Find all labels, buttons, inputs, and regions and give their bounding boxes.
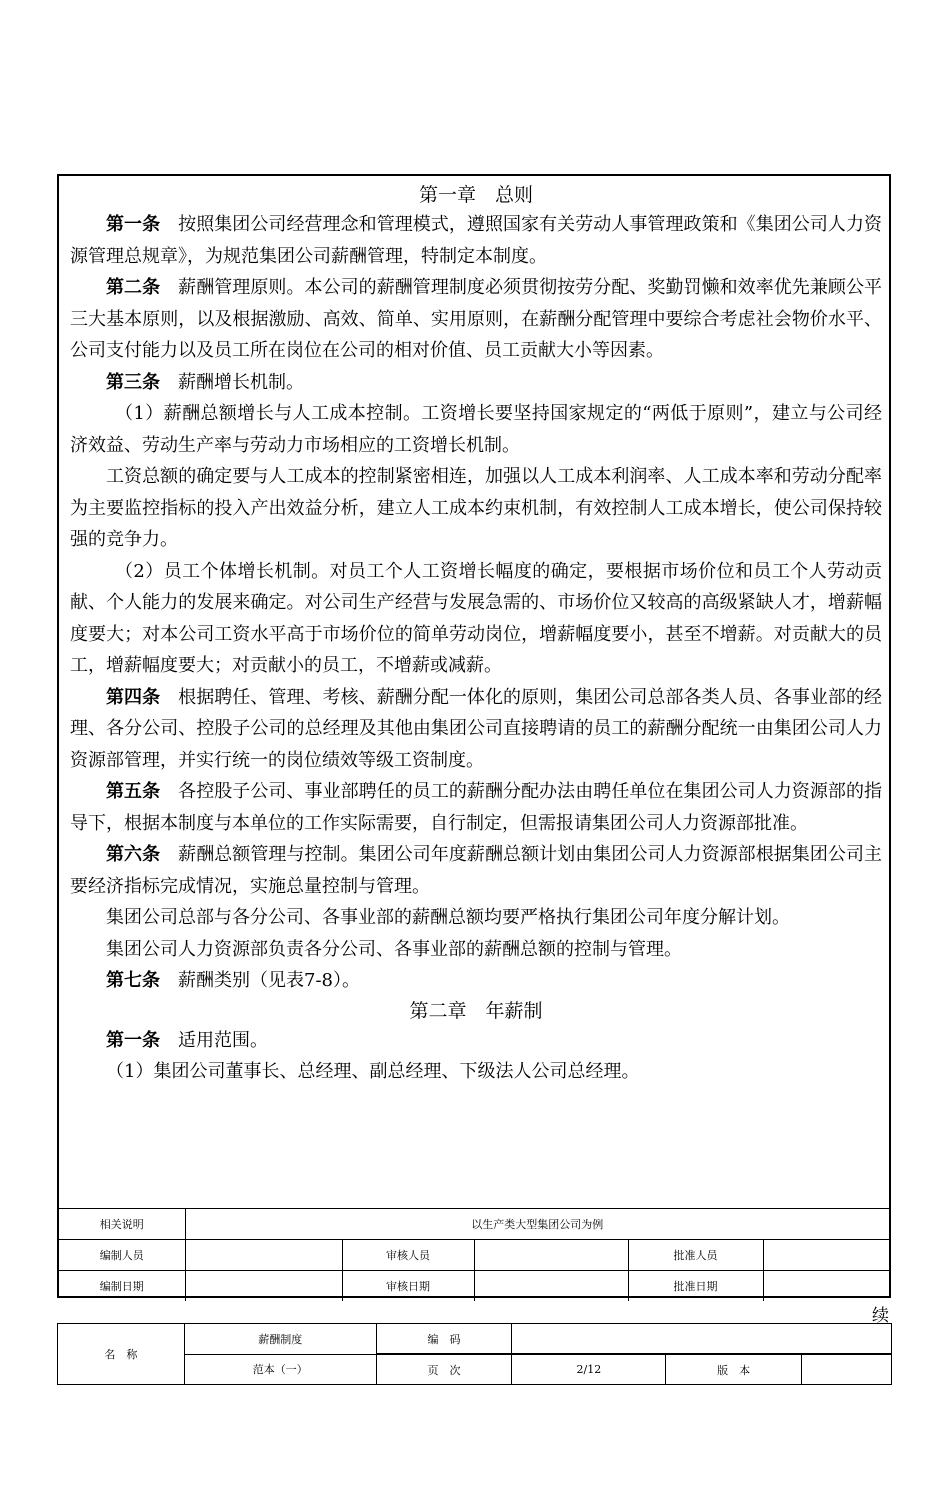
- article-label: 第一条: [106, 214, 161, 235]
- approve-date-label: 批准日期: [628, 1271, 763, 1302]
- paragraph: （1）集团公司董事长、总经理、副总经理、下级法人公司总经理。: [106, 1061, 640, 1082]
- reviewer-label: 审核人员: [342, 1240, 474, 1271]
- code-label: 编 码: [376, 1324, 512, 1355]
- article-4: [70, 682, 882, 777]
- article-label: 第二条: [106, 277, 161, 298]
- article-text: 薪酬管理原则。本公司的薪酬管理制度必须贯彻按劳分配、奖勤罚懒和效率优先兼顾公平三大基本原则，以及根据激励、高效、简单、实用原则，在薪酬分配管理中要综合考虑社会物价水平、公司支付能力以及员工所在岗位在公司的相对价值、员工贡献大小等因素。: [70, 277, 883, 361]
- continued-mark: 续: [872, 1306, 889, 1326]
- article-label: 第一条: [106, 1029, 160, 1051]
- article-label: 第三条: [106, 371, 160, 393]
- paragraph: 集团公司总部与各分公司、各事业部的薪酬总额均要严格执行集团公司年度分解计划。: [106, 907, 790, 928]
- related-notes-value: 以生产类大型集团公司为例: [185, 1209, 889, 1240]
- article-5: [70, 776, 882, 839]
- chapter-2-article-1: [70, 1025, 882, 1057]
- version-label: 版 本: [666, 1354, 802, 1385]
- article-text: 适用范围。: [178, 1029, 268, 1051]
- review-date-label: 审核日期: [342, 1271, 474, 1302]
- review-date-value: [474, 1271, 628, 1302]
- compile-date-value: [185, 1271, 342, 1302]
- code-value: [512, 1324, 892, 1355]
- compile-date-label: 编制日期: [59, 1271, 185, 1302]
- document-header-table: [57, 1323, 892, 1385]
- name-value-line-1: 薪酬制度: [184, 1324, 376, 1355]
- article-text: 薪酬类别（见表7-8）。: [178, 970, 360, 991]
- article-text: 各控股子公司、事业部聘任的员工的薪酬分配办法由聘任单位在集团公司人力资源部的指导下，根据本制度与本单位的工作实际需要，自行制定，但需报请集团公司人力资源部批准。: [70, 781, 883, 834]
- article-text: 薪酬总额管理与控制。集团公司年度薪酬总额计划由集团公司人力资源部根据集团公司主要经济指标完成情况，实施总量控制与管理。: [70, 844, 883, 897]
- compiler-value: [185, 1240, 342, 1271]
- approve-date-value: [763, 1271, 889, 1302]
- article-2: [70, 272, 882, 367]
- compiler-label: 编制人员: [59, 1240, 185, 1271]
- page-value: 2/12: [512, 1354, 666, 1385]
- chapter-1-title: 第一章 总则: [418, 184, 533, 206]
- paragraph: （2）员工个体增长机制。对员工个人工资增长幅度的确定，要根据市场价位和员工个人劳动贡献、个人能力的发展来确定。对公司生产经营与发展急需的、市场价位又较高的高级紧缺人才，增薪幅度要大；对本公司工资水平高于市场价位的简单劳动岗位，增薪幅度要小，甚至不增薪。对贡献大的员工，增薪幅度要大；对贡献小的员工，不增薪或减薪。: [70, 560, 882, 676]
- paragraph: 集团公司人力资源部负责各分公司、各事业部的薪酬总额的控制与管理。: [106, 938, 682, 960]
- name-value-line-2: 范本（一）: [184, 1354, 376, 1385]
- article-7: [70, 965, 882, 997]
- name-label: 名 称: [58, 1324, 185, 1385]
- article-1: [70, 209, 882, 272]
- paragraph: （1）薪酬总额增长与人工成本控制。工资增长要坚持国家规定的“两低于原则”，建立与公司经济效益、劳动生产率与劳动力市场相应的工资增长机制。: [70, 403, 882, 456]
- related-notes-label: 相关说明: [59, 1209, 185, 1240]
- article-text: 根据聘任、管理、考核、薪酬分配一体化的原则，集团公司总部各类人员、各事业部的经理、各分公司、控股子公司的总经理及其他由集团公司直接聘请的员工的薪酬分配统一由集团公司人力资源部管理，并实行统一的岗位绩效等级工资制度。: [70, 686, 883, 771]
- article-label: 第六条: [106, 844, 161, 865]
- approver-label: 批准人员: [628, 1240, 763, 1271]
- reviewer-value: [474, 1240, 628, 1271]
- article-6: [70, 839, 882, 902]
- approver-value: [763, 1240, 889, 1271]
- article-text: 薪酬增长机制。: [178, 371, 304, 393]
- version-value: [802, 1354, 892, 1385]
- document-body: [70, 181, 882, 1088]
- approval-table: [59, 1208, 889, 1301]
- page-label: 页 次: [376, 1354, 512, 1385]
- paragraph: 工资总额的确定要与人工成本的控制紧密相连，加强以人工成本利润率、人工成本率和劳动分配率为主要监控指标的投入产出效益分析，建立人工成本约束机制，有效控制人工成本增长，使公司保持较强的竞争力。: [70, 466, 882, 550]
- article-text: 按照集团公司经营理念和管理模式，遵照国家有关劳动人事管理政策和《集团公司人力资源管理总规章》，为规范集团公司薪酬管理，特制定本制度。: [70, 214, 883, 267]
- article-label: 第五条: [106, 781, 161, 802]
- chapter-2-title: 第二章 年薪制: [409, 999, 543, 1022]
- article-label: 第七条: [106, 970, 160, 991]
- article-label: 第四条: [106, 686, 161, 708]
- document-frame: [57, 174, 891, 1298]
- article-3: [70, 367, 882, 399]
